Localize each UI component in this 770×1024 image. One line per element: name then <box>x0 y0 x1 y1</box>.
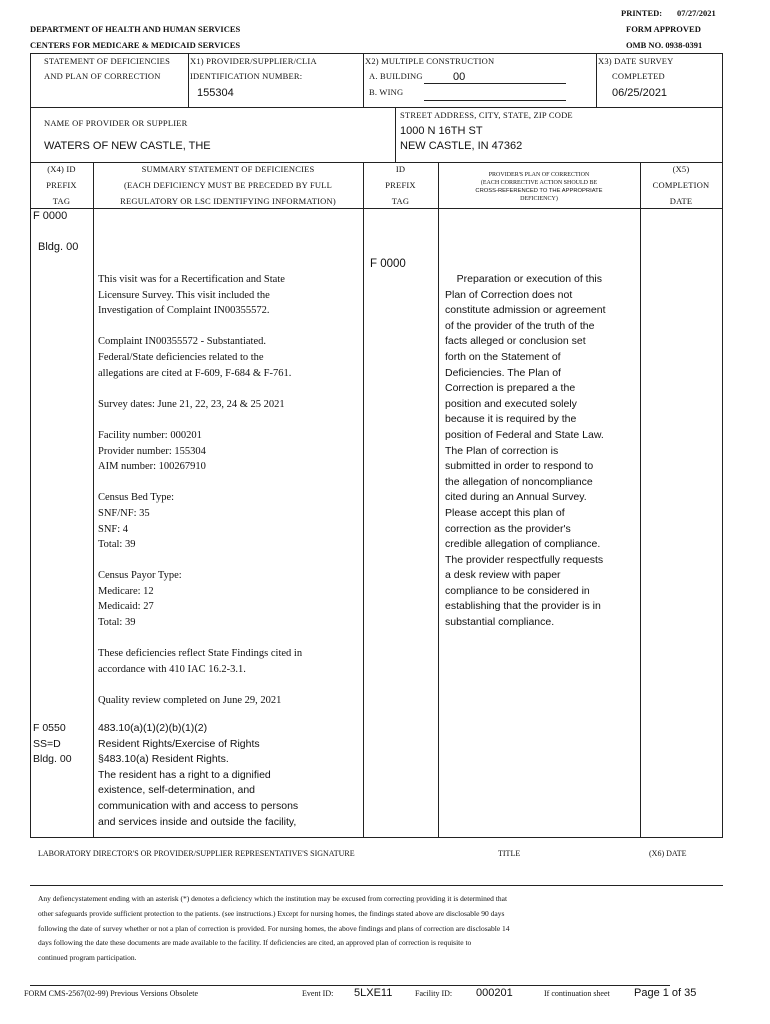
title-label: TITLE <box>498 849 521 858</box>
summary-line: SNF: 4 <box>98 523 129 535</box>
plan-line: Correction is prepared a the <box>445 382 576 395</box>
summary-line: Survey dates: June 21, 22, 23, 24 & 25 2021 <box>98 398 285 410</box>
summary-line: Facility number: 000201 <box>98 429 202 441</box>
plan-line: the allegation of noncompliance <box>445 475 593 488</box>
plan-of-correction <box>445 272 637 631</box>
f550-line: Resident Rights/Exercise of Rights <box>98 737 260 750</box>
table-top-rule <box>30 53 723 54</box>
table-divider <box>596 53 597 107</box>
f550-line: The resident has a right to a dignified <box>98 768 271 781</box>
x4-header: (X4) ID <box>47 164 76 174</box>
plan-header: PROVIDER'S PLAN OF CORRECTION <box>488 172 590 178</box>
disclaimer-line: continued program participation. <box>38 953 137 963</box>
summary-statement <box>98 272 360 709</box>
facility-id-label: Facility ID: <box>415 989 453 998</box>
summary-header: SUMMARY STATEMENT OF DEFICIENCIES <box>141 164 315 174</box>
table-rule <box>30 107 723 108</box>
x4-header-2: PREFIX <box>46 180 77 190</box>
disclaimer-line: following the date of survey whether or not a plan of correction is provided. For nursing homes, the above findings and plans of correction are disclosable 14 <box>38 923 510 933</box>
disclaimer-line: days following the date these documents are made available to the facility. If deficiencies are cited, an approved plan of correction is requisite to <box>38 938 472 948</box>
omb-number: OMB NO. 0938-0391 <box>626 40 703 50</box>
x1-label: X1) PROVIDER/SUPPLIER/CLIA <box>190 56 317 66</box>
table-divider <box>363 162 364 837</box>
address-label: STREET ADDRESS, CITY, STATE, ZIP CODE <box>400 110 573 120</box>
summary-header-2: (EACH DEFICIENCY MUST BE PRECEDED BY FULL <box>123 180 333 190</box>
summary-line: Total: 39 <box>98 617 136 629</box>
plan-line: credible allegation of compliance. <box>445 538 601 551</box>
paragraph-gap <box>98 381 360 397</box>
plan-line: position and executed solely <box>445 397 577 410</box>
paragraph-gap <box>98 553 360 569</box>
bottom-rule <box>30 985 670 986</box>
table-divider <box>188 53 189 107</box>
plan-line: compliance to be considered in <box>445 584 590 597</box>
tag-line: Bldg. 00 <box>33 753 72 766</box>
disclaimer-text <box>38 892 718 966</box>
summary-line: Federal/State deficiencies related to the <box>98 351 264 363</box>
table-divider <box>438 162 439 837</box>
paragraph-gap <box>98 412 360 428</box>
plan-line: Plan of Correction does not <box>445 288 573 301</box>
summary-line: Provider number: 155304 <box>98 445 206 457</box>
event-id-value: 5LXE11 <box>354 987 393 999</box>
summary-line: Investigation of Complaint IN00355572. <box>98 305 270 317</box>
address-line-2: NEW CASTLE, IN 47362 <box>400 140 523 152</box>
plan-line: establishing that the provider is in <box>445 600 601 613</box>
table-divider <box>93 162 94 837</box>
summary-line: This visit was for a Recertification and State <box>98 274 285 285</box>
statement-label-2: AND PLAN OF CORRECTION <box>44 71 161 81</box>
paragraph-gap <box>98 677 360 693</box>
f550-line: communication with and access to persons <box>98 799 299 812</box>
summary-line: Census Payor Type: <box>98 570 182 582</box>
x5-header: (X5) <box>672 164 690 174</box>
plan-header-2: (EACH CORRECTIVE ACTION SHOULD BE <box>480 180 598 186</box>
form-label: FORM CMS-2567(02-99) Previous Versions Obsolete <box>24 989 199 998</box>
f550-line: and services inside and outside the facility, <box>98 815 297 828</box>
summary-line: Total: 39 <box>98 539 136 551</box>
summary-line: These deficiencies reflect State Findings cited in <box>98 648 303 660</box>
plan-line: Preparation or execution of this <box>445 273 603 285</box>
table-rule <box>30 208 723 209</box>
plan-header-4: DEFICIENCY) <box>520 196 558 202</box>
f550-line: 483.10(a)(1)(2)(b)(1)(2) <box>98 722 208 734</box>
address-line-1: 1000 N 16TH ST <box>400 125 483 137</box>
table-rule <box>30 837 723 838</box>
paragraph-gap <box>98 475 360 491</box>
provider-id-value: 155304 <box>197 87 234 99</box>
plan-line: of the provider of the truth of the <box>445 319 595 332</box>
tag-f0550 <box>33 721 91 768</box>
statement-label: STATEMENT OF DEFICIENCIES <box>44 56 171 66</box>
summary-line: Medicaid: 27 <box>98 601 154 613</box>
plan-line: because it is required by the <box>445 413 577 426</box>
signature-label: LABORATORY DIRECTOR'S OR PROVIDER/SUPPLIER REPRESENTATIVE'S SIGNATURE <box>38 849 355 858</box>
paragraph-gap <box>98 319 360 335</box>
f550-statement <box>98 721 360 830</box>
summary-line: Medicare: 12 <box>98 585 154 597</box>
summary-line: Quality review completed on June 29, 2021 <box>98 695 282 707</box>
summary-line: Complaint IN00355572 - Substantiated. <box>98 336 266 348</box>
x4-header-3: TAG <box>52 196 71 206</box>
id-header: ID <box>395 164 406 174</box>
paragraph-gap <box>98 631 360 647</box>
building-value: 00 <box>453 71 466 83</box>
x5-header-2: COMPLETION <box>652 180 710 190</box>
x2-label: X2) MULTIPLE CONSTRUCTION <box>365 56 495 66</box>
summary-line: SNF/NF: 35 <box>98 507 150 519</box>
table-divider <box>395 107 396 162</box>
event-id-label: Event ID: <box>302 989 334 998</box>
id-header-3: TAG <box>391 196 410 206</box>
table-rule <box>30 162 723 163</box>
plan-line: submitted in order to respond to <box>445 460 594 473</box>
plan-line: substantial compliance. <box>445 616 555 629</box>
plan-line: Please accept this plan of <box>445 506 565 519</box>
printed-date: 07/27/2021 <box>677 8 716 18</box>
summary-line: accordance with 410 IAC 16.2-3.1. <box>98 663 246 675</box>
plan-line: constitute admission or agreement <box>445 304 606 317</box>
x3-label-2: COMPLETED <box>612 71 665 81</box>
x1-label-2: IDENTIFICATION NUMBER: <box>190 71 303 81</box>
plan-line: facts alleged or conclusion set <box>445 335 586 348</box>
date-label: (X6) DATE <box>649 849 687 858</box>
summary-header-3: REGULATORY OR LSC IDENTIFYING INFORMATION) <box>120 196 336 206</box>
f550-line: §483.10(a) Resident Rights. <box>98 753 229 766</box>
disclaimer-line: other safeguards provide sufficient protection to the patients. (see instructions.) Except for nursing homes, the findings stated above are disclosable 90 days <box>38 908 505 918</box>
x3-label: X3) DATE SURVEY <box>598 56 674 66</box>
plan-line: The Plan of correction is <box>445 444 559 457</box>
plan-line: cited during an Annual Survey. <box>445 491 587 504</box>
tag-line: F 0550 <box>33 722 66 734</box>
table-border-right <box>722 53 723 837</box>
continuation-label: If continuation sheet <box>544 989 610 998</box>
x5-header-3: DATE <box>669 196 693 206</box>
plan-line: Deficiencies. The Plan of <box>445 366 561 379</box>
summary-line: allegations are cited at F-609, F-684 & F-761. <box>98 367 292 379</box>
plan-line: correction as the provider's <box>445 522 571 535</box>
tag-f0000: F 0000 <box>33 210 68 222</box>
printed-label: PRINTED: <box>621 8 663 18</box>
wing-label: B. WING <box>369 87 404 97</box>
facility-id-value: 000201 <box>476 987 513 999</box>
f550-line: existence, self-determination, and <box>98 784 256 797</box>
disclaimer-line: Any defiencystatement ending with an asterisk (*) denotes a deficiency which the institution may be excused from correcting providing it is determined that <box>38 894 508 903</box>
footer-rule <box>30 885 723 886</box>
summary-line: Licensure Survey. This visit included the <box>98 289 270 301</box>
form-approved: FORM APPROVED <box>626 24 701 34</box>
summary-line: AIM number: 100267910 <box>98 461 206 473</box>
summary-line: Census Bed Type: <box>98 492 175 504</box>
building-underline <box>424 83 566 84</box>
building-label: A. BUILDING <box>369 71 423 81</box>
survey-date-value: 06/25/2021 <box>612 87 668 99</box>
provider-name-value: WATERS OF NEW CASTLE, THE <box>44 140 211 152</box>
tag-right-f0000: F 0000 <box>370 258 406 270</box>
plan-header-3: CROSS-REFERENCED TO THE APPROPRIATE <box>475 188 603 194</box>
plan-line: The provider respectfully requests <box>445 553 604 566</box>
plan-line: forth on the Statement of <box>445 350 561 363</box>
tag-line: SS=D <box>33 737 61 750</box>
wing-underline <box>424 100 566 101</box>
plan-line: a desk review with paper <box>445 569 561 582</box>
table-divider <box>640 162 641 837</box>
id-header-2: PREFIX <box>385 180 416 190</box>
tag-f0000-bldg: Bldg. 00 <box>38 241 79 253</box>
department-title: DEPARTMENT OF HEALTH AND HUMAN SERVICES <box>30 24 241 34</box>
plan-line: position of Federal and State Law. <box>445 428 604 441</box>
provider-name-label: NAME OF PROVIDER OR SUPPLIER <box>44 118 188 128</box>
agency-title: CENTERS FOR MEDICARE & MEDICAID SERVICES <box>30 40 241 50</box>
page-number: Page 1 of 35 <box>634 987 697 999</box>
table-divider <box>363 53 364 107</box>
